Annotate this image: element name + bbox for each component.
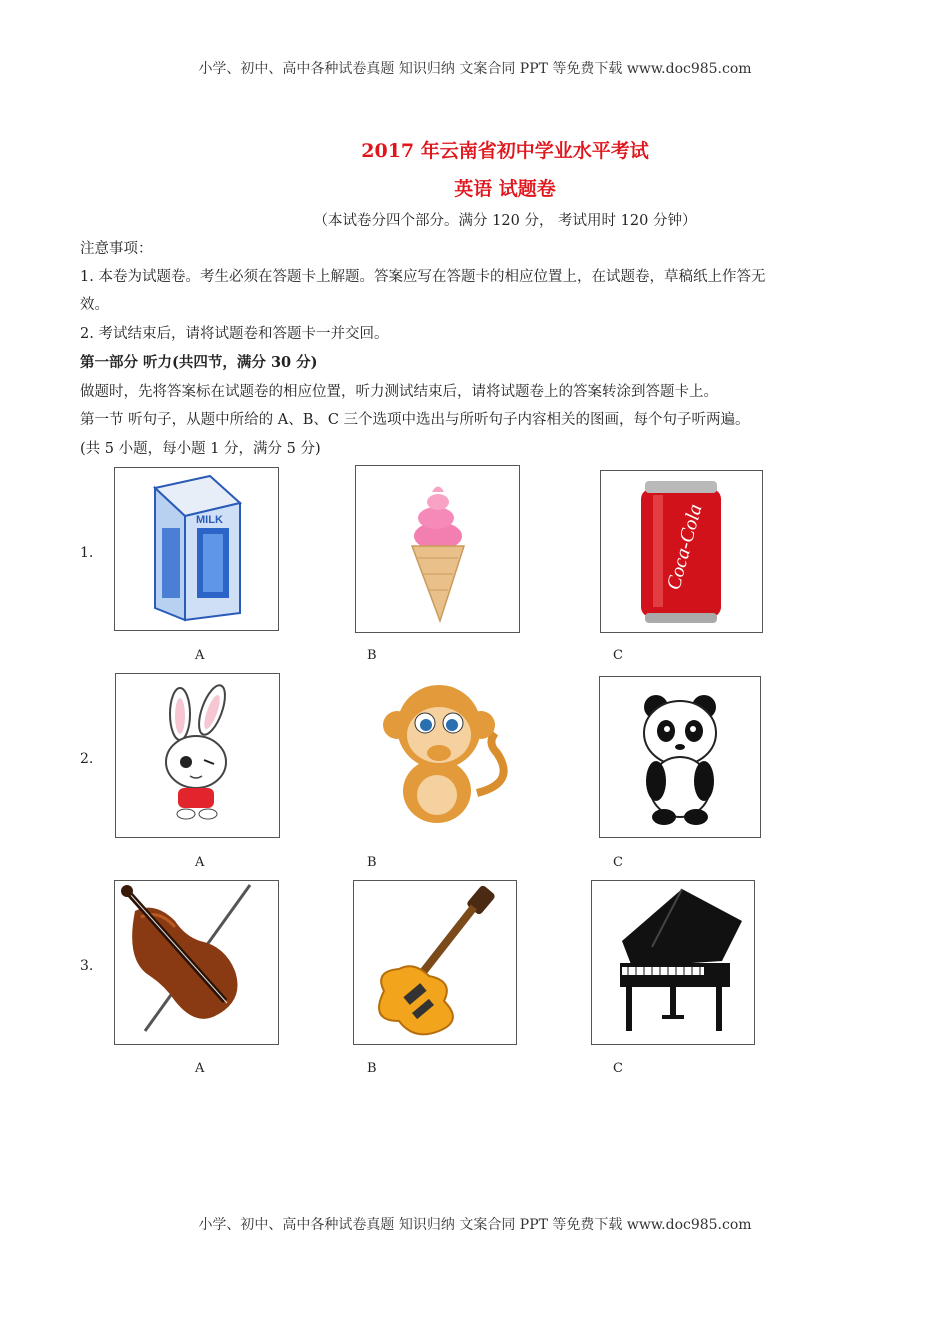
grand-piano-icon: [592, 881, 754, 1044]
part1-heading: 第一部分 听力(共四节，满分 30 分): [80, 354, 318, 371]
option-image[interactable]: [599, 676, 761, 838]
option-image[interactable]: [115, 673, 280, 838]
question-number: 3.: [80, 958, 94, 974]
option-label: B: [367, 1061, 377, 1076]
notice-heading: 注意事项：: [80, 241, 153, 257]
option-label: B: [367, 648, 377, 663]
option-label: B: [367, 855, 377, 870]
option-label: C: [613, 648, 623, 663]
section1-scoring: (共 5 小题，每小题 1 分，满分 5 分): [80, 441, 321, 457]
panda-icon: [600, 677, 760, 837]
option-label: C: [613, 855, 623, 870]
electric-guitar-icon: [354, 881, 516, 1044]
exam-info: （本试卷分四个部分。满分 120 分， 考试用时 120 分钟）: [313, 213, 697, 229]
exam-title: 2017 年云南省初中学业水平考试: [361, 140, 649, 162]
notice-1-continued: 效。: [80, 297, 109, 313]
cola-can-icon: [601, 471, 762, 632]
option-image[interactable]: [114, 880, 279, 1045]
exam-subtitle: 英语 试题卷: [454, 178, 556, 200]
option-image[interactable]: [600, 470, 763, 633]
header-banner: 小学、初中、高中各种试卷真题 知识归纳 文案合同 PPT 等免费下载 www.doc985.com: [198, 61, 752, 77]
notice-1: 1. 本卷为试题卷。考生必须在答题卡上解题。答案应写在答题卡的相应位置上，在试题卷，草稿纸上作答无: [80, 269, 766, 285]
rabbit-icon: [116, 674, 279, 837]
monkey-icon: [357, 673, 520, 836]
option-label: C: [613, 1061, 623, 1076]
section1-instruction: 第一节 听句子，从题中所给的 A、B、C 三个选项中选出与所听句子内容相关的图画，每个句子听两遍。: [80, 412, 750, 428]
question-number: 1.: [80, 545, 94, 561]
footer-banner: 小学、初中、高中各种试卷真题 知识归纳 文案合同 PPT 等免费下载 www.doc985.com: [198, 1217, 752, 1233]
notice-2: 2. 考试结束后，请将试题卷和答题卡一并交回。: [80, 326, 389, 342]
milk-label: MILK: [196, 514, 223, 526]
milk-carton-icon: [115, 468, 278, 630]
option-image[interactable]: [357, 673, 520, 836]
option-image[interactable]: [114, 467, 279, 631]
option-image[interactable]: [355, 465, 520, 633]
option-image[interactable]: [353, 880, 517, 1045]
violin-icon: [115, 881, 278, 1044]
option-label: A: [195, 855, 205, 870]
option-label: A: [195, 648, 205, 663]
part1-instruction: 做题时，先将答案标在试题卷的相应位置，听力测试结束后，请将试题卷上的答案转涂到答题卡上。: [80, 384, 718, 400]
cola-logo: Coca-Cola: [662, 501, 707, 593]
ice-cream-cone-icon: [356, 466, 519, 632]
question-number: 2.: [80, 751, 94, 767]
option-image[interactable]: [591, 880, 755, 1045]
option-label: A: [195, 1061, 205, 1076]
